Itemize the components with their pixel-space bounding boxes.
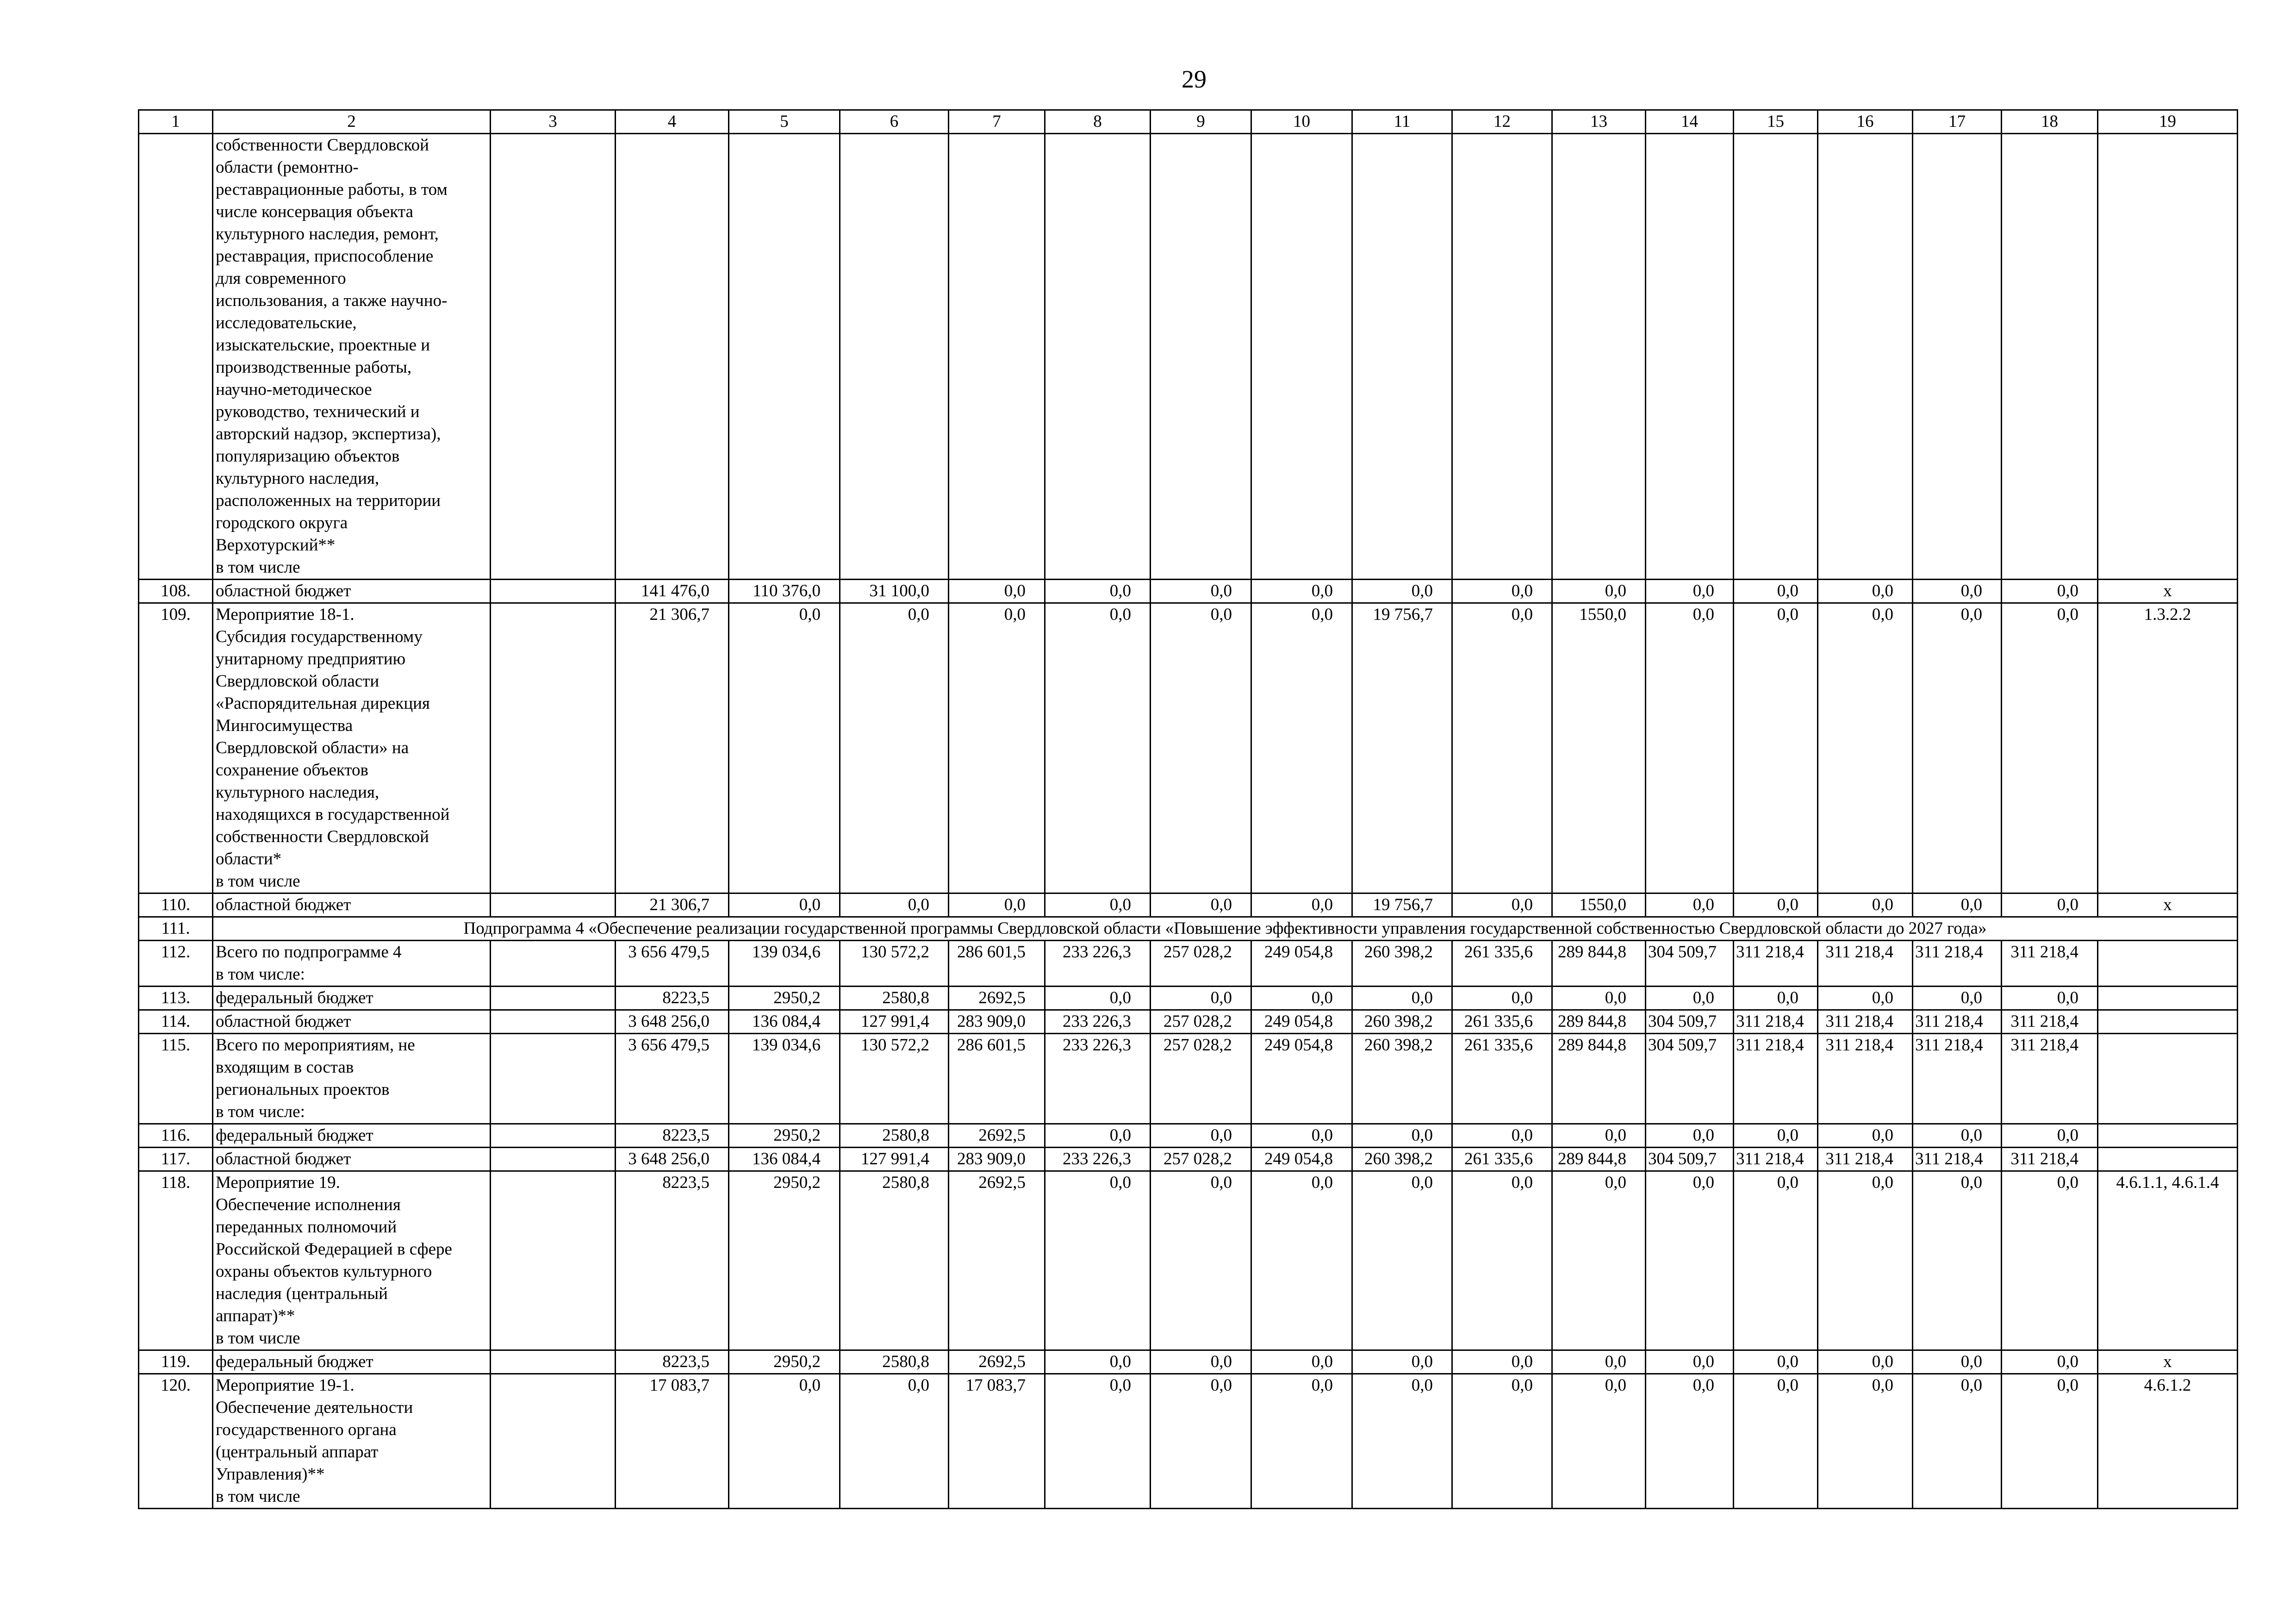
row-number: 110. xyxy=(139,893,213,917)
column-3-cell xyxy=(491,1350,616,1374)
table-row xyxy=(139,603,2238,893)
row-number: 112. xyxy=(139,941,213,987)
value-cell: 0,0 xyxy=(1552,1171,1646,1350)
value-cell: 0,0 xyxy=(1734,893,1818,917)
value-cell: 0,0 xyxy=(1646,580,1734,603)
value-cell: 311 218,4 xyxy=(1913,1034,2002,1124)
column-3-cell xyxy=(491,1010,616,1034)
value-cell: 0,0 xyxy=(1452,603,1552,893)
value-cell: 289 844,8 xyxy=(1552,1010,1646,1034)
table-row xyxy=(139,1034,2238,1124)
value-cell: 2950,2 xyxy=(729,1350,840,1374)
value-cell: 0,0 xyxy=(1734,1171,1818,1350)
value-cell: 286 601,5 xyxy=(949,941,1045,987)
value-cell: 260 398,2 xyxy=(1352,941,1452,987)
column-header: 13 xyxy=(1552,110,1646,134)
value-cell: 0,0 xyxy=(1045,580,1151,603)
value-cell: 2950,2 xyxy=(729,1171,840,1350)
value-cell: 311 218,4 xyxy=(2002,1148,2098,1171)
value-cell: 8223,5 xyxy=(616,1124,729,1148)
value-cell: 257 028,2 xyxy=(1151,941,1251,987)
value-cell: 8223,5 xyxy=(616,987,729,1010)
value-cell: 257 028,2 xyxy=(1151,1148,1251,1171)
row-name: Всего по мероприятиям, не входящим в состав региональных проектов в том числе: xyxy=(213,1034,491,1124)
value-cell: 286 601,5 xyxy=(949,1034,1045,1124)
value-cell xyxy=(1734,134,1818,580)
target-indicator-cell: 1.3.2.2 xyxy=(2098,603,2238,893)
value-cell: 0,0 xyxy=(1552,1350,1646,1374)
value-cell: 0,0 xyxy=(2002,580,2098,603)
value-cell: 2692,5 xyxy=(949,1124,1045,1148)
page-number: 29 xyxy=(1182,65,1207,93)
value-cell: 0,0 xyxy=(1251,1374,1352,1509)
value-cell: 17 083,7 xyxy=(949,1374,1045,1509)
value-cell xyxy=(949,134,1045,580)
column-header: 2 xyxy=(213,110,491,134)
value-cell: 2950,2 xyxy=(729,1124,840,1148)
table-row xyxy=(139,917,2238,941)
value-cell: 0,0 xyxy=(1913,1171,2002,1350)
value-cell: 139 034,6 xyxy=(729,1034,840,1124)
value-cell: 31 100,0 xyxy=(840,580,949,603)
value-cell: 0,0 xyxy=(2002,893,2098,917)
value-cell: 0,0 xyxy=(1913,987,2002,1010)
table-row xyxy=(139,1171,2238,1350)
value-cell xyxy=(840,134,949,580)
value-cell: 0,0 xyxy=(1452,987,1552,1010)
value-cell xyxy=(1045,134,1151,580)
value-cell: 3 648 256,0 xyxy=(616,1148,729,1171)
value-cell xyxy=(2002,134,2098,580)
value-cell: 127 991,4 xyxy=(840,1010,949,1034)
column-3-cell xyxy=(491,893,616,917)
column-header: 14 xyxy=(1646,110,1734,134)
value-cell: 0,0 xyxy=(729,603,840,893)
value-cell: 0,0 xyxy=(949,603,1045,893)
value-cell: 2580,8 xyxy=(840,1124,949,1148)
value-cell: 283 909,0 xyxy=(949,1010,1045,1034)
row-name: областной бюджет xyxy=(213,580,491,603)
value-cell: 0,0 xyxy=(1352,1350,1452,1374)
value-cell xyxy=(616,134,729,580)
column-3-cell xyxy=(491,1171,616,1350)
value-cell: 0,0 xyxy=(2002,1374,2098,1509)
value-cell: 0,0 xyxy=(1045,603,1151,893)
target-indicator-cell: х xyxy=(2098,893,2238,917)
value-cell: 0,0 xyxy=(1552,1124,1646,1148)
value-cell: 0,0 xyxy=(1045,1350,1151,1374)
value-cell: 0,0 xyxy=(1818,603,1913,893)
target-indicator-cell: 4.6.1.2 xyxy=(2098,1374,2238,1509)
value-cell: 0,0 xyxy=(1251,580,1352,603)
value-cell: 0,0 xyxy=(1045,1124,1151,1148)
column-header: 18 xyxy=(2002,110,2098,134)
value-cell: 0,0 xyxy=(1452,1171,1552,1350)
value-cell: 289 844,8 xyxy=(1552,1148,1646,1171)
value-cell: 0,0 xyxy=(1734,1374,1818,1509)
target-indicator-cell: 4.6.1.1, 4.6.1.4 xyxy=(2098,1171,2238,1350)
value-cell: 0,0 xyxy=(1913,1374,2002,1509)
value-cell: 304 509,7 xyxy=(1646,941,1734,987)
value-cell: 0,0 xyxy=(2002,1350,2098,1374)
value-cell: 289 844,8 xyxy=(1552,1034,1646,1124)
value-cell: 311 218,4 xyxy=(1913,941,2002,987)
value-cell: 0,0 xyxy=(1734,1124,1818,1148)
value-cell: 0,0 xyxy=(1646,1350,1734,1374)
value-cell: 0,0 xyxy=(2002,1124,2098,1148)
value-cell: 0,0 xyxy=(1352,987,1452,1010)
value-cell: 0,0 xyxy=(1151,1350,1251,1374)
value-cell: 0,0 xyxy=(1913,603,2002,893)
row-number: 120. xyxy=(139,1374,213,1509)
target-indicator-cell xyxy=(2098,941,2238,987)
target-indicator-cell xyxy=(2098,134,2238,580)
value-cell: 0,0 xyxy=(1818,1374,1913,1509)
value-cell: 311 218,4 xyxy=(1818,1034,1913,1124)
target-indicator-cell xyxy=(2098,1124,2238,1148)
value-cell: 110 376,0 xyxy=(729,580,840,603)
column-3-cell xyxy=(491,987,616,1010)
value-cell: 249 054,8 xyxy=(1251,1148,1352,1171)
value-cell: 0,0 xyxy=(1045,987,1151,1010)
value-cell: 311 218,4 xyxy=(1734,1010,1818,1034)
value-cell: 311 218,4 xyxy=(1734,1034,1818,1124)
value-cell: 311 218,4 xyxy=(2002,941,2098,987)
row-name: областной бюджет xyxy=(213,1148,491,1171)
column-header: 4 xyxy=(616,110,729,134)
value-cell: 0,0 xyxy=(729,1374,840,1509)
value-cell: 0,0 xyxy=(1045,1374,1151,1509)
value-cell: 311 218,4 xyxy=(2002,1034,2098,1124)
value-cell: 0,0 xyxy=(1646,603,1734,893)
column-header: 5 xyxy=(729,110,840,134)
row-name: федеральный бюджет xyxy=(213,1350,491,1374)
value-cell: 0,0 xyxy=(1151,580,1251,603)
header-row xyxy=(139,110,2238,134)
value-cell xyxy=(1452,134,1552,580)
row-number: 108. xyxy=(139,580,213,603)
value-cell: 233 226,3 xyxy=(1045,1148,1151,1171)
value-cell: 0,0 xyxy=(1734,1350,1818,1374)
value-cell: 0,0 xyxy=(1452,580,1552,603)
value-cell: 130 572,2 xyxy=(840,1034,949,1124)
value-cell: 2692,5 xyxy=(949,1350,1045,1374)
value-cell: 19 756,7 xyxy=(1352,893,1452,917)
row-name: федеральный бюджет xyxy=(213,987,491,1010)
column-header: 11 xyxy=(1352,110,1452,134)
row-number: 114. xyxy=(139,1010,213,1034)
value-cell: 249 054,8 xyxy=(1251,1010,1352,1034)
value-cell: 0,0 xyxy=(1646,987,1734,1010)
value-cell: 0,0 xyxy=(949,893,1045,917)
value-cell: 0,0 xyxy=(1151,603,1251,893)
value-cell: 311 218,4 xyxy=(1818,941,1913,987)
value-cell: 0,0 xyxy=(949,580,1045,603)
budget-table xyxy=(138,109,2238,1509)
value-cell: 0,0 xyxy=(1734,603,1818,893)
value-cell: 0,0 xyxy=(1251,893,1352,917)
value-cell: 139 034,6 xyxy=(729,941,840,987)
row-number xyxy=(139,134,213,580)
column-3-cell xyxy=(491,603,616,893)
row-name: Мероприятие 19-1. Обеспечение деятельности государственного органа (центральный аппарат Управления)** в том числе xyxy=(213,1374,491,1509)
value-cell: 0,0 xyxy=(1452,1350,1552,1374)
column-header: 8 xyxy=(1045,110,1151,134)
value-cell: 0,0 xyxy=(1818,1171,1913,1350)
value-cell: 249 054,8 xyxy=(1251,941,1352,987)
row-number: 119. xyxy=(139,1350,213,1374)
row-name: федеральный бюджет xyxy=(213,1124,491,1148)
value-cell: 0,0 xyxy=(1734,987,1818,1010)
value-cell: 0,0 xyxy=(1646,1171,1734,1350)
value-cell: 0,0 xyxy=(1251,987,1352,1010)
row-number: 115. xyxy=(139,1034,213,1124)
value-cell: 0,0 xyxy=(729,893,840,917)
column-3-cell xyxy=(491,580,616,603)
value-cell: 233 226,3 xyxy=(1045,941,1151,987)
table-row xyxy=(139,941,2238,987)
value-cell: 261 335,6 xyxy=(1452,941,1552,987)
value-cell: 0,0 xyxy=(1151,1171,1251,1350)
subprogram-title: Подпрограмма 4 «Обеспечение реализации государственной программы Свердловской области «Повышение эффективности управления государственной собственностью Свердловской области до 2027 года» xyxy=(213,917,2238,941)
value-cell: 0,0 xyxy=(1913,893,2002,917)
value-cell: 3 656 479,5 xyxy=(616,941,729,987)
value-cell: 0,0 xyxy=(1818,580,1913,603)
column-header: 6 xyxy=(840,110,949,134)
column-3-cell xyxy=(491,134,616,580)
row-number: 118. xyxy=(139,1171,213,1350)
value-cell: 233 226,3 xyxy=(1045,1034,1151,1124)
value-cell xyxy=(1646,134,1734,580)
row-name: областной бюджет xyxy=(213,1010,491,1034)
value-cell: 2580,8 xyxy=(840,1171,949,1350)
value-cell: 0,0 xyxy=(1452,1374,1552,1509)
value-cell: 311 218,4 xyxy=(1913,1148,2002,1171)
value-cell: 233 226,3 xyxy=(1045,1010,1151,1034)
value-cell: 311 218,4 xyxy=(1913,1010,2002,1034)
column-3-cell xyxy=(491,941,616,987)
value-cell: 0,0 xyxy=(1251,603,1352,893)
table-row xyxy=(139,580,2238,603)
table-row xyxy=(139,1350,2238,1374)
value-cell: 311 218,4 xyxy=(1818,1010,1913,1034)
value-cell: 289 844,8 xyxy=(1552,941,1646,987)
value-cell: 261 335,6 xyxy=(1452,1034,1552,1124)
column-3-cell xyxy=(491,1374,616,1509)
value-cell: 260 398,2 xyxy=(1352,1148,1452,1171)
value-cell xyxy=(1818,134,1913,580)
target-indicator-cell: х xyxy=(2098,1350,2238,1374)
value-cell: 0,0 xyxy=(1352,580,1452,603)
value-cell: 249 054,8 xyxy=(1251,1034,1352,1124)
column-3-cell xyxy=(491,1124,616,1148)
column-header: 10 xyxy=(1251,110,1352,134)
value-cell xyxy=(1352,134,1452,580)
value-cell: 0,0 xyxy=(1646,893,1734,917)
value-cell: 0,0 xyxy=(1734,580,1818,603)
column-header: 19 xyxy=(2098,110,2238,134)
row-number: 117. xyxy=(139,1148,213,1171)
row-name: Мероприятие 18-1. Субсидия государственному унитарному предприятию Свердловской области «Распорядительная дирекция Мингосимущества Свердловской области» на сохранение объектов культурного наследия, находящихся в государственной собственности Свердловской области* в том числе xyxy=(213,603,491,893)
row-name: Мероприятие 19. Обеспечение исполнения переданных полномочий Российской Федерацией в сфере охраны объектов культурного наследия (центральный аппарат)** в том числе xyxy=(213,1171,491,1350)
table-row xyxy=(139,1374,2238,1509)
value-cell: 0,0 xyxy=(840,893,949,917)
value-cell: 21 306,7 xyxy=(616,893,729,917)
value-cell: 304 509,7 xyxy=(1646,1010,1734,1034)
table-row xyxy=(139,134,2238,580)
column-header: 16 xyxy=(1818,110,1913,134)
table-row xyxy=(139,1124,2238,1148)
row-number: 111. xyxy=(139,917,213,941)
target-indicator-cell: х xyxy=(2098,580,2238,603)
value-cell xyxy=(1913,134,2002,580)
row-number: 109. xyxy=(139,603,213,893)
value-cell: 311 218,4 xyxy=(1818,1148,1913,1171)
value-cell: 0,0 xyxy=(1251,1350,1352,1374)
value-cell: 0,0 xyxy=(840,1374,949,1509)
table-row xyxy=(139,987,2238,1010)
target-indicator-cell xyxy=(2098,987,2238,1010)
value-cell xyxy=(1552,134,1646,580)
value-cell: 0,0 xyxy=(2002,603,2098,893)
value-cell: 141 476,0 xyxy=(616,580,729,603)
target-indicator-cell xyxy=(2098,1034,2238,1124)
value-cell: 304 509,7 xyxy=(1646,1148,1734,1171)
value-cell: 304 509,7 xyxy=(1646,1034,1734,1124)
value-cell: 1550,0 xyxy=(1552,893,1646,917)
value-cell: 0,0 xyxy=(840,603,949,893)
column-header: 12 xyxy=(1452,110,1552,134)
value-cell: 0,0 xyxy=(1352,1124,1452,1148)
value-cell: 2580,8 xyxy=(840,1350,949,1374)
value-cell: 261 335,6 xyxy=(1452,1148,1552,1171)
row-number: 116. xyxy=(139,1124,213,1148)
value-cell: 0,0 xyxy=(1045,893,1151,917)
value-cell: 0,0 xyxy=(1452,1124,1552,1148)
column-3-cell xyxy=(491,1148,616,1171)
value-cell xyxy=(729,134,840,580)
row-name: областной бюджет xyxy=(213,893,491,917)
value-cell: 0,0 xyxy=(1452,893,1552,917)
column-header: 15 xyxy=(1734,110,1818,134)
value-cell: 0,0 xyxy=(1352,1171,1452,1350)
value-cell: 0,0 xyxy=(1151,893,1251,917)
value-cell: 127 991,4 xyxy=(840,1148,949,1171)
value-cell: 0,0 xyxy=(1552,580,1646,603)
row-number: 113. xyxy=(139,987,213,1010)
value-cell: 2692,5 xyxy=(949,987,1045,1010)
target-indicator-cell xyxy=(2098,1010,2238,1034)
value-cell: 1550,0 xyxy=(1552,603,1646,893)
row-name: Всего по подпрограмме 4 в том числе: xyxy=(213,941,491,987)
column-3-cell xyxy=(491,1034,616,1124)
value-cell: 260 398,2 xyxy=(1352,1010,1452,1034)
value-cell: 257 028,2 xyxy=(1151,1034,1251,1124)
value-cell: 0,0 xyxy=(1913,580,2002,603)
table-row xyxy=(139,1148,2238,1171)
value-cell: 136 084,4 xyxy=(729,1010,840,1034)
value-cell: 0,0 xyxy=(2002,1171,2098,1350)
column-header: 7 xyxy=(949,110,1045,134)
value-cell: 17 083,7 xyxy=(616,1374,729,1509)
value-cell: 283 909,0 xyxy=(949,1148,1045,1171)
value-cell: 257 028,2 xyxy=(1151,1010,1251,1034)
value-cell: 0,0 xyxy=(1913,1124,2002,1148)
value-cell: 3 656 479,5 xyxy=(616,1034,729,1124)
value-cell: 0,0 xyxy=(1251,1124,1352,1148)
value-cell: 260 398,2 xyxy=(1352,1034,1452,1124)
column-header: 3 xyxy=(491,110,616,134)
table-row xyxy=(139,1010,2238,1034)
value-cell: 0,0 xyxy=(1646,1124,1734,1148)
value-cell: 0,0 xyxy=(1913,1350,2002,1374)
value-cell: 136 084,4 xyxy=(729,1148,840,1171)
value-cell: 0,0 xyxy=(1151,1124,1251,1148)
value-cell: 2950,2 xyxy=(729,987,840,1010)
value-cell: 0,0 xyxy=(2002,987,2098,1010)
table-row xyxy=(139,893,2238,917)
value-cell: 0,0 xyxy=(1251,1171,1352,1350)
value-cell: 311 218,4 xyxy=(1734,1148,1818,1171)
value-cell xyxy=(1251,134,1352,580)
column-header: 17 xyxy=(1913,110,2002,134)
value-cell: 3 648 256,0 xyxy=(616,1010,729,1034)
value-cell: 0,0 xyxy=(1552,1374,1646,1509)
value-cell: 311 218,4 xyxy=(1734,941,1818,987)
value-cell: 0,0 xyxy=(1151,1374,1251,1509)
value-cell: 0,0 xyxy=(1045,1171,1151,1350)
value-cell: 8223,5 xyxy=(616,1171,729,1350)
value-cell: 2692,5 xyxy=(949,1171,1045,1350)
value-cell: 261 335,6 xyxy=(1452,1010,1552,1034)
row-name: собственности Свердловской области (ремонтно- реставрационные работы, в том числе консервация объекта культурного наследия, ремонт, реставрация, приспособление для современного использования, а также научно- исследовательские, изыскательские, проектные и производственные работы, научно-методическое руководство, технический и авторский надзор, экспертиза), популяризацию объектов культурного наследия, расположенных на территории городского округа Верхотурский** в том числе xyxy=(213,134,491,580)
target-indicator-cell xyxy=(2098,1148,2238,1171)
value-cell: 0,0 xyxy=(1646,1374,1734,1509)
value-cell: 2580,8 xyxy=(840,987,949,1010)
column-header: 1 xyxy=(139,110,213,134)
column-header: 9 xyxy=(1151,110,1251,134)
value-cell xyxy=(1151,134,1251,580)
value-cell: 21 306,7 xyxy=(616,603,729,893)
value-cell: 311 218,4 xyxy=(2002,1010,2098,1034)
value-cell: 0,0 xyxy=(1352,1374,1452,1509)
value-cell: 0,0 xyxy=(1151,987,1251,1010)
value-cell: 0,0 xyxy=(1818,893,1913,917)
value-cell: 0,0 xyxy=(1818,1124,1913,1148)
value-cell: 0,0 xyxy=(1818,987,1913,1010)
value-cell: 0,0 xyxy=(1818,1350,1913,1374)
value-cell: 0,0 xyxy=(1552,987,1646,1010)
value-cell: 19 756,7 xyxy=(1352,603,1452,893)
value-cell: 8223,5 xyxy=(616,1350,729,1374)
value-cell: 130 572,2 xyxy=(840,941,949,987)
